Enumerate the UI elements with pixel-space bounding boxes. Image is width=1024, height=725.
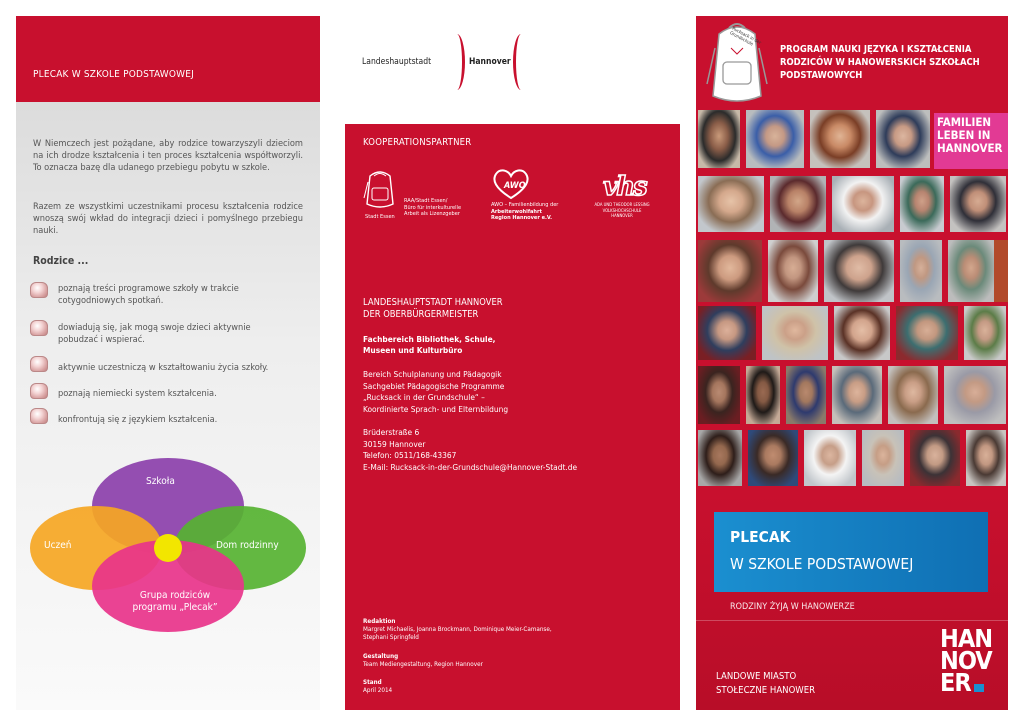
parents-heading: Rodzice ...	[33, 255, 89, 267]
familien-line2: LEBEN IN	[937, 128, 991, 142]
portrait-photo	[698, 430, 742, 486]
portrait-photo	[824, 240, 894, 302]
redaktion-names-2: Stephani Springfeld	[363, 634, 419, 641]
hannover-logo-blue-square	[974, 684, 984, 692]
lh-line1: LANDESHAUPTSTADT HANNOVER	[363, 297, 503, 308]
awo-logo-text: AWO	[504, 181, 526, 191]
portrait-photo	[944, 366, 1006, 424]
venn-label-parents-line2: programu „Plecak”	[132, 602, 218, 613]
portrait-photo	[832, 176, 894, 232]
partner3-line2: VOLKSHOCHSCHULE	[602, 207, 642, 213]
stand-heading: Stand	[363, 679, 382, 686]
venn-label-student: Uczeń	[44, 540, 72, 551]
partner3-line3: HANNOVER	[611, 213, 633, 218]
backpack-bullet-icon	[30, 408, 48, 424]
fb-line1: Fachbereich Bibliothek, Schule,	[363, 334, 496, 344]
title-banner	[714, 512, 988, 592]
partner2-line2: Arbeiterwohlfahrt	[491, 208, 542, 215]
brochure-title-line2: W SZKOLE PODSTAWOWEJ	[730, 555, 914, 573]
address-block	[363, 427, 577, 473]
portrait-photo	[786, 366, 826, 424]
portrait-photo	[698, 110, 740, 168]
integration-paragraph: Razem ze wszystkimi uczestnikami procesu kształcenia rodzice wnoszą swój wkład do integracji dzieci i pomyślnego przebiegu nauki.	[33, 201, 303, 237]
bullet-item: poznają treści programowe szkoły w trakcie cotygodniowych spotkań.	[58, 283, 239, 307]
portrait-photo	[950, 176, 1006, 232]
partner1-text	[404, 198, 461, 218]
partner3-text	[588, 202, 656, 219]
right-panel-title	[780, 43, 980, 82]
portrait-photo	[698, 176, 764, 232]
impressum-redaktion	[363, 618, 552, 642]
landowe-line1: LANDOWE MIASTO	[716, 671, 797, 682]
portrait-photo	[832, 366, 882, 424]
backpack-bullet-icon	[30, 383, 48, 399]
portrait-photo	[888, 366, 938, 424]
bullet-item: dowiadują się, jak mogą swoje dzieci aktywnie pobudzać i wspierać.	[58, 322, 251, 346]
bullet-item: poznają niemiecki system kształcenia.	[58, 388, 217, 399]
impressum-gestaltung	[363, 653, 483, 669]
partner1-line2: Büro für interkulturelle	[404, 204, 462, 211]
portrait-photo	[770, 176, 826, 232]
bereich-line3: „Rucksack in der Grundschule“ –	[363, 392, 485, 403]
divider	[696, 620, 1008, 621]
portrait-photo	[994, 240, 1008, 302]
hannover-logo-arc-right	[513, 34, 529, 90]
stadt-essen-caption: Stadt Essen	[365, 214, 395, 220]
venn-label-parents	[115, 590, 235, 614]
backpack-bullet-icon	[30, 356, 48, 372]
portrait-photo	[810, 110, 870, 168]
hannover-logo	[940, 624, 993, 697]
venn-label-parents-line1: Grupa rodziców	[139, 590, 211, 601]
backpack-bullet-icon	[30, 320, 48, 336]
bereich-line4: Koordinierte Sprach- und Elternbildung	[363, 403, 509, 414]
hannover-logo-arc-left	[449, 34, 465, 90]
venn-label-school: Szkoła	[146, 476, 175, 487]
partner2-line1: AWO – Familienbildung der	[491, 202, 559, 208]
bullet-item: aktywnie uczestniczą w kształtowaniu życia szkoły.	[58, 362, 269, 373]
hannover-logo-line1: HAN	[940, 624, 993, 653]
address-email[interactable]: E-Mail: Rucksack-in-der-Grundschule@Hannover-Stadt.de	[363, 461, 578, 472]
portrait-photo	[834, 306, 890, 360]
venn-center	[154, 534, 182, 562]
address-phone: Telefon: 0511/168-43367	[363, 450, 457, 461]
partner1-line3: Arbeit als Lizenzgeber	[404, 211, 460, 218]
familien-line3: HANNOVER	[937, 141, 1003, 155]
logo-hannover: Hannover	[469, 57, 511, 67]
partner2-text	[491, 202, 558, 222]
bullet-item: konfrontują się z językiem kształcenia.	[58, 414, 218, 425]
intro-paragraph: W Niemczech jest pożądane, aby rodzice towarzyszyli dzieciom na ich drodze kształcenia i ten proces kształcenia współtworzyli. To oznacza bazę dla udanego przebiegu pobytu w szkole.	[33, 138, 303, 174]
fb-line2: Museen und Kulturbüro	[363, 345, 463, 355]
bereich-line1: Bereich Schulplanung und Pädagogik	[363, 369, 502, 379]
impressum-stand	[363, 679, 392, 695]
backpack-bullet-icon	[30, 282, 48, 298]
portrait-photo	[746, 366, 780, 424]
partner3-line1: ADA UND THEODOR LESSING	[594, 202, 650, 207]
left-panel-title: PLECAK W SZKOLE PODSTAWOWEJ	[33, 69, 194, 80]
kooperation-title: KOOPERATIONSPARTNER	[363, 137, 472, 148]
backpack-text: Rucksack in der Grundschule	[728, 26, 762, 48]
portrait-photo	[900, 176, 944, 232]
header-line2: RODZICÓW W HANOWERSKICH SZKOŁACH	[780, 57, 980, 68]
portrait-photo	[768, 240, 818, 302]
landowe-line2: STOŁECZNE HANOWER	[716, 685, 816, 696]
portrait-photo	[698, 366, 740, 424]
hannover-logo-line2: NOV	[940, 646, 992, 675]
portrait-photo	[748, 430, 798, 486]
stand-date: April 2014	[363, 687, 393, 694]
lh-line2: DER OBERBÜRGERMEISTER	[363, 309, 479, 320]
bereich-line2: Sachgebiet Pädagogische Programme	[363, 380, 505, 391]
venn-label-home: Dom rodzinny	[216, 540, 279, 551]
portrait-photo	[964, 306, 1006, 360]
address-city: 30159 Hannover	[363, 438, 426, 449]
portrait-photo	[900, 240, 942, 302]
portrait-photo	[804, 430, 856, 486]
landowe-miasto-block	[716, 670, 815, 698]
redaktion-names-1: Margret Michaelis, Joanna Brockmann, Dominique Meier-Camanse,	[363, 626, 552, 633]
portrait-photo	[698, 306, 756, 360]
fachbereich-block	[363, 334, 496, 356]
portrait-photo	[762, 306, 828, 360]
gestaltung-text: Team Mediengestaltung, Region Hannover	[363, 661, 483, 668]
familien-line1: FAMILIEN	[937, 115, 992, 129]
brochure-subtitle: RODZINY ŻYJĄ W HANOWERZE	[730, 602, 855, 612]
redaktion-heading: Redaktion	[363, 618, 396, 625]
header-line3: PODSTAWOWYCH	[780, 70, 863, 81]
partner2-line3: Region Hannover e.V.	[491, 215, 552, 222]
portrait-photo	[910, 430, 960, 486]
portrait-photo	[746, 110, 804, 168]
raa-backpack-logo-icon	[360, 168, 400, 210]
address-street: Brüderstraße 6	[363, 427, 420, 437]
left-panel-header	[16, 16, 320, 102]
portrait-photo	[698, 240, 762, 302]
portrait-photo	[948, 240, 994, 302]
bereich-block	[363, 369, 508, 415]
header-line1: PROGRAM NAUKI JĘZYKA I KSZTAŁCENIA	[780, 44, 972, 55]
logo-landeshauptstadt: Landeshauptstadt	[362, 57, 432, 67]
hannover-logo-line3: ER	[940, 668, 971, 697]
vhs-logo-text: vhs	[603, 172, 646, 202]
familien-leben-badge	[934, 113, 1008, 169]
brochure-title: PLECAK	[730, 528, 791, 546]
portrait-photo	[966, 430, 1006, 486]
landeshauptstadt-block	[363, 297, 503, 321]
gestaltung-heading: Gestaltung	[363, 653, 399, 660]
portrait-photo	[862, 430, 904, 486]
portrait-photo	[896, 306, 958, 360]
partner1-line1: RAA/Stadt Essen/	[404, 198, 448, 204]
portrait-photo	[876, 110, 930, 168]
